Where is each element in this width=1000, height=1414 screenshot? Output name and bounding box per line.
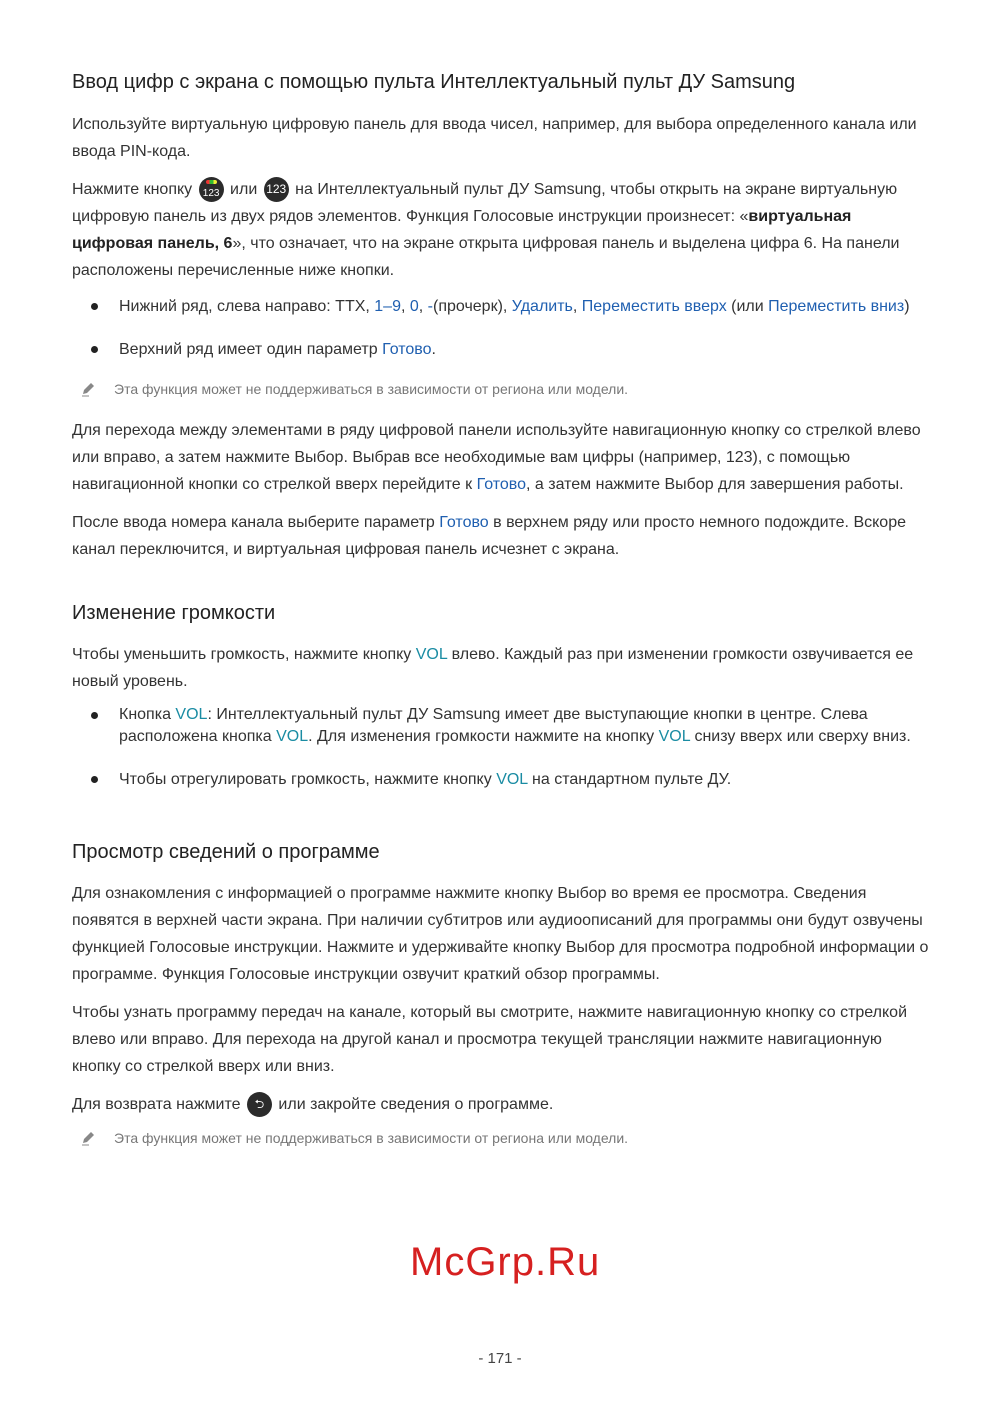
color-123-button-icon xyxy=(199,177,224,202)
text-run: Верхний ряд имеет один параметр xyxy=(119,341,383,358)
note-text: Эта функция может не поддерживаться в зависимости от региона или модели. xyxy=(114,1130,629,1146)
text-run: (или xyxy=(726,298,769,315)
text-run: на стандартном пульте ДУ. xyxy=(527,771,732,788)
text-run: или закройте сведения о программе. xyxy=(273,1096,554,1113)
vol-button-term: VOL xyxy=(496,771,528,788)
text-run: : Интеллектуальный пульт ДУ Samsung имеет две выступающие кнопки в центре. Слева расположена кнопка xyxy=(119,706,868,745)
text-run: Для перехода между элементами в ряду цифровой панели используйте навигационную кнопку со стрелкой влево или вправо, а затем нажмите Выбор. Выбрав все необходимые вам цифры (например, 123), с помощью навигационной кнопки со стрелкой вверх перейдите к xyxy=(72,422,921,493)
pencil-note-icon xyxy=(80,381,96,397)
text-run: », что означает, что на экране открыта цифровая панель и выделена цифра 6. На панели расположены перечисленные ниже кнопки. xyxy=(72,235,900,279)
text-run: Для ознакомления с информацией о программе нажмите кнопку Выбор во время ее просмотра. Сведения появятся в верхней части экрана. При наличии субтитров или аудиоописаний для программы они будут озвучены функцией Голосовые инструкции. Нажмите и удерживайте кнопку Выбор для просмотра подробной информации о программе. Функция Голосовые инструкции озвучит краткий обзор программы. xyxy=(72,885,929,983)
menu-term-link: Готово xyxy=(476,476,526,493)
paragraph xyxy=(72,509,934,563)
123-button-icon xyxy=(264,177,289,202)
menu-term-link: 1–9 xyxy=(374,298,401,315)
bullet-text xyxy=(119,704,934,748)
paragraph xyxy=(72,999,934,1080)
menu-term-link: Переместить вверх xyxy=(581,298,727,315)
icon-label: 123 xyxy=(202,188,220,200)
text-run: на Интеллектуальный пульт ДУ Samsung, чтобы открыть на экране виртуальную цифровую панель из двух рядов элементов. Функция Голосовые инструкции произнесет: « xyxy=(72,181,898,225)
paragraph xyxy=(72,641,934,695)
text-run: Чтобы отрегулировать громкость, нажмите кнопку xyxy=(119,771,497,788)
menu-term-link: Готово xyxy=(382,341,432,358)
note xyxy=(72,377,934,401)
text-run: , xyxy=(400,298,410,315)
watermark: McGrp.Ru xyxy=(410,1240,601,1284)
paragraph xyxy=(72,176,934,284)
vol-button-term: VOL xyxy=(175,706,208,723)
vol-button-term: VOL xyxy=(276,728,309,745)
text-run: снизу вверх или сверху вниз. xyxy=(690,728,911,745)
vol-button-term: VOL xyxy=(415,646,448,663)
bullet-item xyxy=(72,766,934,793)
menu-term-link: Удалить xyxy=(511,298,573,315)
menu-term-link: 0 xyxy=(409,298,419,315)
icon-label: 123 xyxy=(266,182,287,197)
text-run: Чтобы узнать программу передач на канале, который вы смотрите, нажмите навигационную кнопку со стрелкой влево или вправо. Для перехода на другой канал и просмотра текущей трансляции нажмите навигационную кнопку со стрелкой вверх или вниз. xyxy=(72,1004,908,1075)
page-content xyxy=(72,69,934,1150)
text-run: , xyxy=(572,298,582,315)
text-run: Используйте виртуальную цифровую панель для ввода чисел, например, для выбора определенного канала или ввода PIN-кода. xyxy=(72,116,917,160)
section-heading: Ввод цифр с экрана с помощью пульта Интеллектуальный пульт ДУ Samsung xyxy=(72,71,796,93)
bullet-text xyxy=(119,336,934,363)
menu-term-link: Готово xyxy=(439,514,489,531)
text-run: Для возврата нажмите xyxy=(72,1096,245,1113)
text-run: После ввода номера канала выберите параметр xyxy=(72,514,440,531)
text-run: . xyxy=(431,341,436,358)
paragraph xyxy=(72,880,934,988)
bullet-text xyxy=(119,293,934,320)
bullet-icon xyxy=(91,712,98,719)
text-run: (прочерк), xyxy=(433,298,512,315)
paragraph xyxy=(72,111,934,165)
text-run: Нижний ряд, слева направо: TTX, xyxy=(119,298,375,315)
section-heading: Изменение громкости xyxy=(72,602,276,624)
bullet-item xyxy=(72,704,934,748)
paragraph xyxy=(72,1091,934,1118)
section-heading: Просмотр сведений о программе xyxy=(72,841,380,863)
text-run: , а затем нажмите Выбор для завершения работы. xyxy=(526,476,904,493)
page-number: - 171 - xyxy=(478,1350,522,1367)
text-run: Кнопка xyxy=(119,706,176,723)
text-run: или xyxy=(225,181,262,198)
bullet-item xyxy=(72,293,934,320)
menu-term-link: Переместить вниз xyxy=(768,298,905,315)
bullet-icon xyxy=(91,346,98,353)
text-run: влево. Каждый раз при изменении громкости озвучивается ее новый уровень. xyxy=(72,646,914,690)
bullet-text xyxy=(119,766,934,793)
icon-label: ⮌ xyxy=(254,1097,265,1112)
text-run: . Для изменения громкости нажмите на кнопку xyxy=(308,728,659,745)
text-run: Нажмите кнопку xyxy=(72,181,197,198)
back-button-icon xyxy=(247,1092,272,1117)
text-run: Чтобы уменьшить громкость, нажмите кнопку xyxy=(72,646,416,663)
bullet-icon xyxy=(91,776,98,783)
vol-button-term: VOL xyxy=(658,728,691,745)
text-run: ) xyxy=(904,298,910,315)
bullet-item xyxy=(72,336,934,363)
bold-text: виртуальная цифровая панель, 6 xyxy=(72,208,852,252)
text-run: , xyxy=(418,298,428,315)
menu-term-link: - xyxy=(427,298,433,315)
paragraph xyxy=(72,417,934,498)
pencil-note-icon xyxy=(80,1130,96,1146)
note-text: Эта функция может не поддерживаться в зависимости от региона или модели. xyxy=(114,381,629,397)
bullet-icon xyxy=(91,303,98,310)
text-run: в верхнем ряду или просто немного подождите. Вскоре канал переключится, и виртуальная цифровая панель исчезнет с экрана. xyxy=(72,514,906,558)
note xyxy=(72,1126,934,1150)
